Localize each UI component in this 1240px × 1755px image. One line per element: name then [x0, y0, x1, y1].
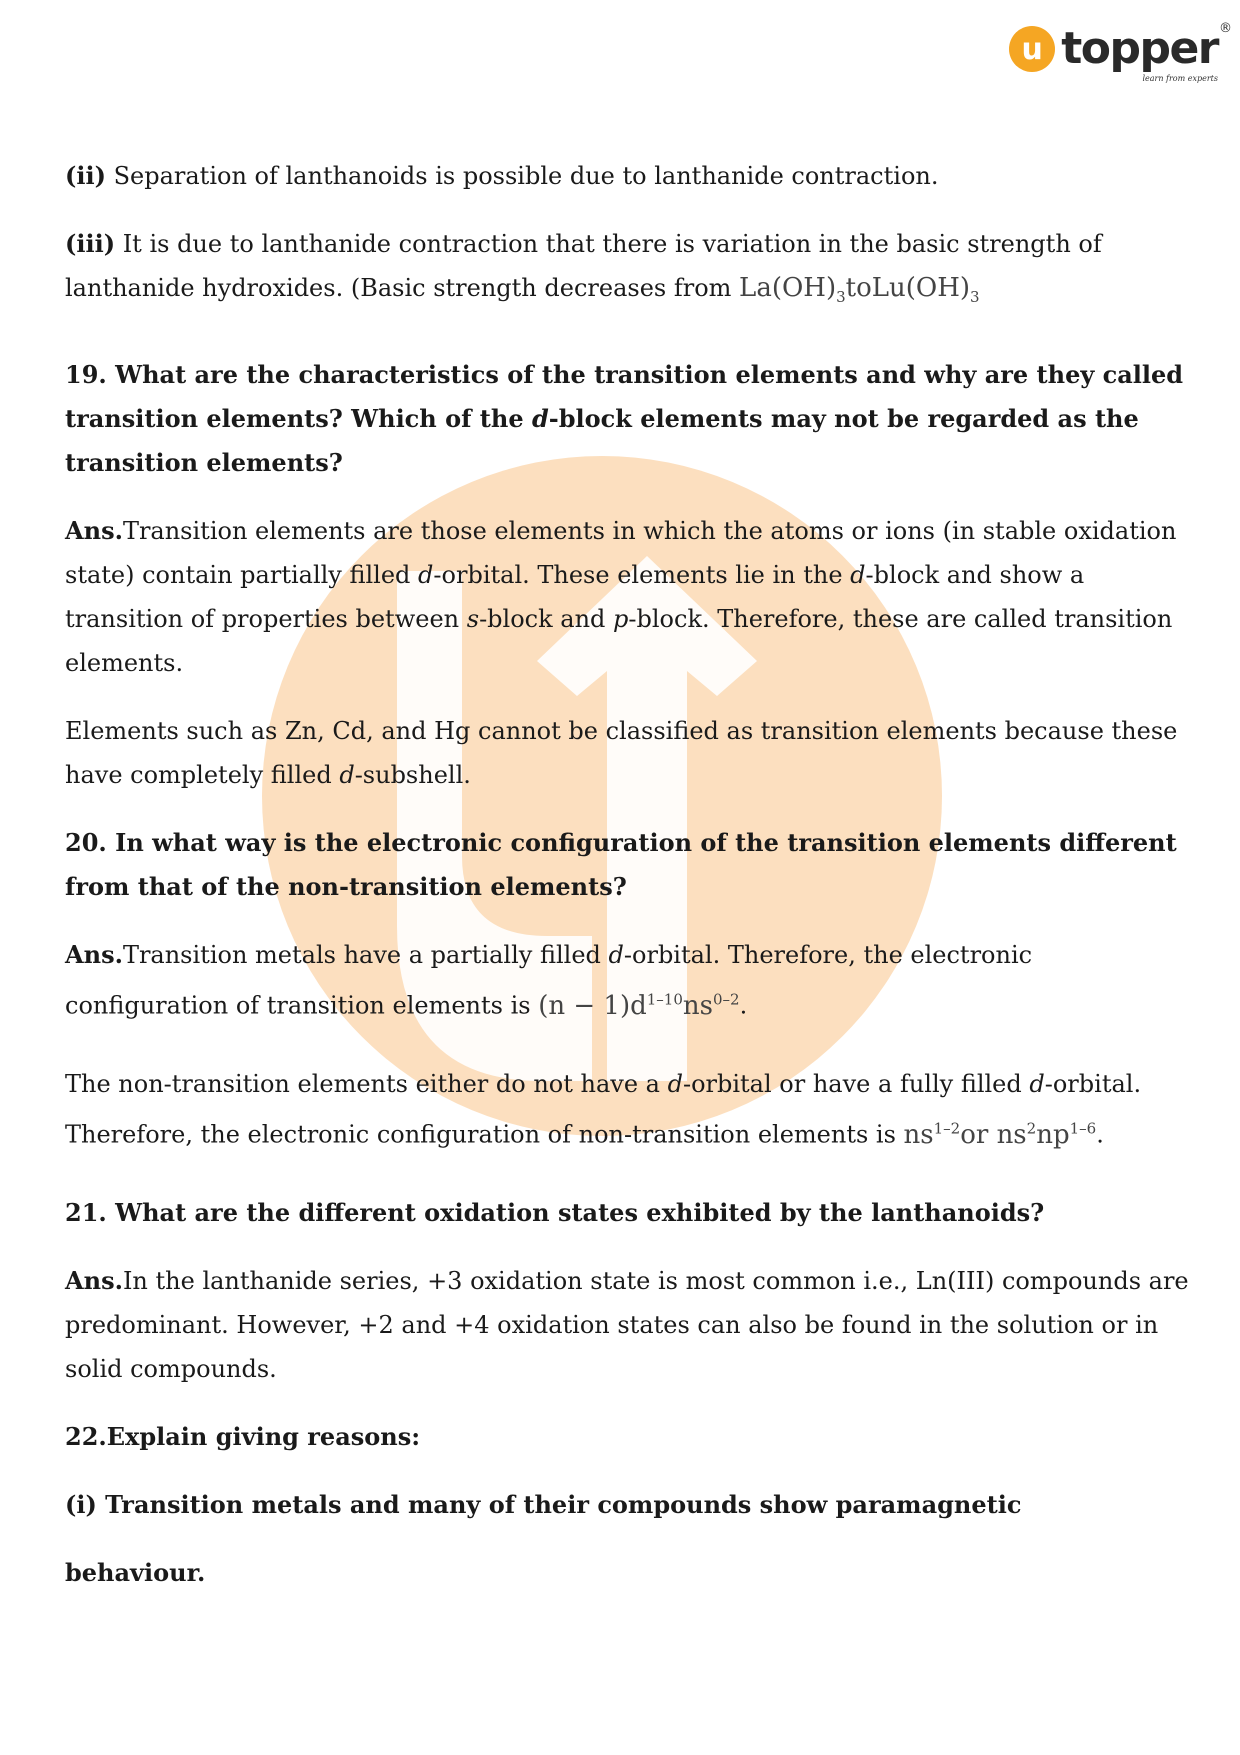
point-label: (ii) [65, 161, 106, 190]
answer-20-part-1: Ans.Transition metals have a partially filled d-orbital. Therefore, the electronic configuration of transition elements is $(n - 1)d^{1-10}ns^{0-2}$. [65, 940, 1033, 1021]
brand-name: topper [1061, 23, 1218, 74]
answer-21: Ans.In the lanthanide series, +3 oxidation state is most common i.e., Ln(III) compounds are predominant. However, +2 and +4 oxidation states can also be found in the solution or in solid compounds. [65, 1265, 1189, 1383]
ans-label: Ans. [65, 1265, 123, 1295]
question-21: 21. What are the different oxidation states exhibited by the lanthanoids? [65, 1197, 1045, 1227]
question-22-i: (i) Transition metals and many of their compounds show paramagnetic [65, 1489, 1022, 1519]
page-content [65, 154, 1195, 1619]
answer-19-part-1: Ans.Transition elements are those elements in which the atoms or ions (in stable oxidation state) contain partially filled d-orbital. These elements lie in the d-block and show a transition of properties between s-block and p-block. Therefore, these are called transition elements. [65, 516, 1177, 678]
formula-transition-config: $(n - 1)d^{1-10}ns^{0-2}$ [538, 990, 740, 1021]
question-20: 20. In what way is the electronic configuration of the transition elements different from that of the non-transition elements? [65, 828, 1177, 902]
point-iii [65, 222, 1195, 319]
registered-mark: ® [1219, 21, 1232, 36]
ans-label: Ans. [65, 940, 123, 970]
brand-tagline: learn from experts [1142, 74, 1218, 83]
question-22: 22.Explain giving reasons: [65, 1421, 421, 1451]
point-text: It is due to lanthanide contraction that there is variation in the basic strength of lanthanide hydroxides. (Basic strength decreases from [65, 230, 1102, 302]
brand-logo [1009, 21, 1232, 83]
formula-non-transition-config: $ns^{1-2}or$ $ns^2np^{1-6}$ [903, 1118, 1097, 1150]
point-ii [65, 154, 1195, 198]
point-label: (iii) [65, 229, 116, 258]
question-19: 19. What are the characteristics of the transition elements and why are they called transition elements? Which of the d-block elements may not be regarded as the transition elements? [65, 360, 1184, 478]
answer-20-part-2: The non-transition elements either do not have a d-orbital or have a fully filled d-orbital. Therefore, the electronic configuration of non-transition elements is $ns^{1-2}or$ $ns^2np^{1-6}$. [65, 1069, 1142, 1150]
brand-u-icon: u [1009, 26, 1055, 72]
answer-19-part-2: Elements such as Zn, Cd, and Hg cannot be classified as transition elements because these have completely filled d-subshell. [65, 717, 1178, 790]
point-text: Separation of lanthanoids is possible due to lanthanide contraction. [105, 162, 939, 190]
question-22-i-continued: behaviour. [65, 1557, 206, 1587]
ans-label: Ans. [65, 516, 123, 546]
formula-hydroxide: $La(OH)_3toLu(OH)_3$ [739, 273, 980, 307]
